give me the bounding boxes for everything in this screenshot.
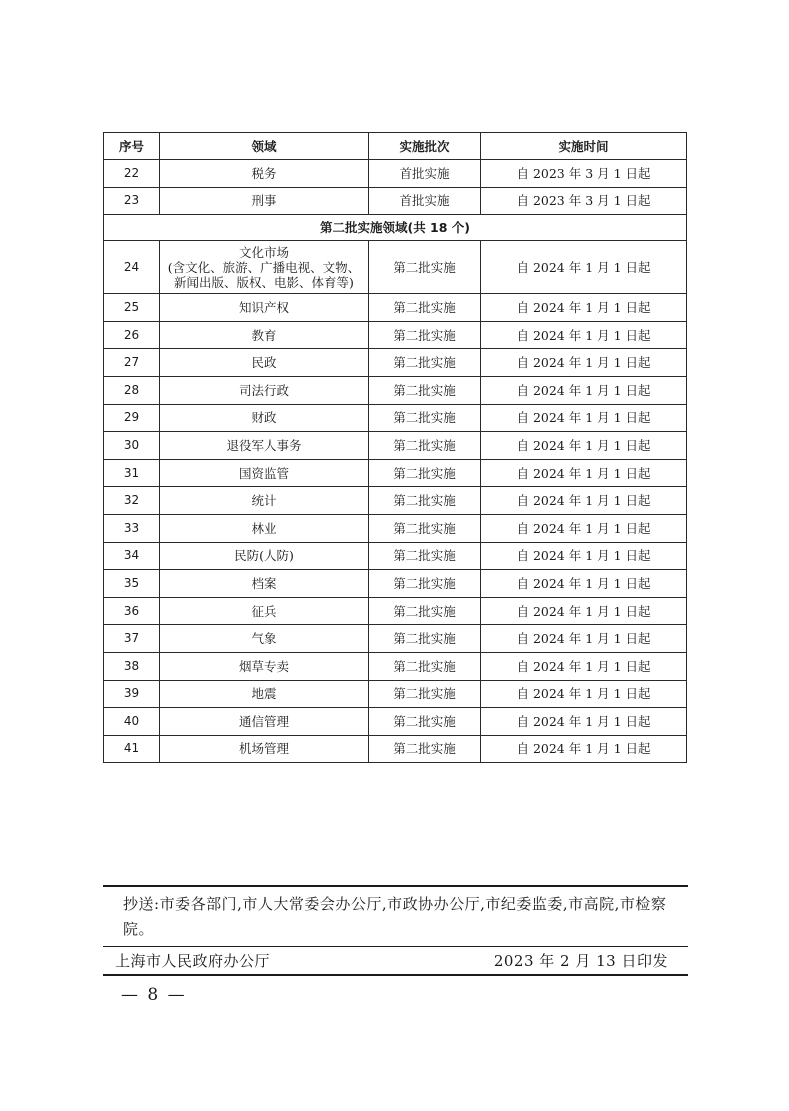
table-row [104,349,687,377]
distribution-block [103,885,688,976]
table-row [104,680,687,708]
cell-batch: 第二批实施 [369,294,481,322]
cell-batch: 第二批实施 [369,570,481,598]
cell-field: 征兵 [160,597,369,625]
cell-no: 36 [104,597,160,625]
cell-date: 自 2024 年 1 月 1 日起 [481,514,687,542]
cell-batch: 第二批实施 [369,652,481,680]
cell-field: 统计 [160,487,369,515]
section-title: 第二批实施领域(共 18 个) [104,215,687,241]
cell-date: 自 2024 年 1 月 1 日起 [481,680,687,708]
table-row [104,652,687,680]
cell-field: 档案 [160,570,369,598]
cell-batch: 第二批实施 [369,625,481,653]
table-row [104,735,687,763]
table-row [104,376,687,404]
table-row [104,160,687,188]
cell-no: 30 [104,432,160,460]
table-row [104,625,687,653]
cell-no: 37 [104,625,160,653]
header-field: 领域 [160,133,369,160]
cell-batch: 第二批实施 [369,735,481,763]
cell-field: 刑事 [160,187,369,215]
cell-no: 27 [104,349,160,377]
implementation-table [103,132,687,763]
cell-field: 财政 [160,404,369,432]
cell-field: 地震 [160,680,369,708]
cell-batch: 第二批实施 [369,597,481,625]
cell-field: 民防(人防) [160,542,369,570]
section-row [104,215,687,241]
cell-field: 机场管理 [160,735,369,763]
cell-field: 烟草专卖 [160,652,369,680]
cell-date: 自 2023 年 3 月 1 日起 [481,187,687,215]
table-header-row [104,133,687,160]
cell-field: 税务 [160,160,369,188]
cell-date: 自 2024 年 1 月 1 日起 [481,708,687,736]
table-row [104,432,687,460]
field-line: (含文化、旅游、广播电视、文物、 [167,259,361,275]
cell-no: 41 [104,735,160,763]
issue-line [103,946,688,976]
cell-field: 退役军人事务 [160,432,369,460]
cell-batch: 第二批实施 [369,459,481,487]
cell-date: 自 2024 年 1 月 1 日起 [481,294,687,322]
cell-date: 自 2024 年 1 月 1 日起 [481,570,687,598]
cell-date: 自 2024 年 1 月 1 日起 [481,321,687,349]
cell-no: 23 [104,187,160,215]
table-row [104,187,687,215]
table-container [103,132,686,763]
cell-batch: 第二批实施 [369,432,481,460]
cell-date: 自 2024 年 1 月 1 日起 [481,597,687,625]
table-row [104,708,687,736]
issuer: 上海市人民政府办公厅 [115,952,271,970]
cell-no: 38 [104,652,160,680]
table-row [104,404,687,432]
cell-batch: 第二批实施 [369,487,481,515]
cell-date: 自 2024 年 1 月 1 日起 [481,376,687,404]
cell-batch: 第二批实施 [369,404,481,432]
cell-no: 34 [104,542,160,570]
cell-no: 40 [104,708,160,736]
table-row [104,487,687,515]
cell-batch: 首批实施 [369,160,481,188]
header-date: 实施时间 [481,133,687,160]
cell-field: 教育 [160,321,369,349]
cell-date: 自 2024 年 1 月 1 日起 [481,459,687,487]
cell-no: 33 [104,514,160,542]
cell-date: 自 2023 年 3 月 1 日起 [481,160,687,188]
table-row [104,542,687,570]
cell-batch: 第二批实施 [369,349,481,377]
cell-batch: 第二批实施 [369,514,481,542]
table-body [104,160,687,763]
cell-no: 35 [104,570,160,598]
cell-no: 32 [104,487,160,515]
table-row [104,321,687,349]
cell-date: 自 2024 年 1 月 1 日起 [481,542,687,570]
cell-no: 24 [104,241,160,294]
table-row [104,294,687,322]
cell-date: 自 2024 年 1 月 1 日起 [481,241,687,294]
cell-batch: 第二批实施 [369,680,481,708]
cell-field: 民政 [160,349,369,377]
cell-batch: 第二批实施 [369,321,481,349]
cell-field [160,241,369,294]
cell-no: 26 [104,321,160,349]
cc-label: 抄送: [123,895,160,913]
cell-batch: 第二批实施 [369,542,481,570]
cell-date: 自 2024 年 1 月 1 日起 [481,349,687,377]
cell-no: 39 [104,680,160,708]
cell-no: 22 [104,160,160,188]
cell-batch: 首批实施 [369,187,481,215]
cell-date: 自 2024 年 1 月 1 日起 [481,652,687,680]
header-batch: 实施批次 [369,133,481,160]
header-no: 序号 [104,133,160,160]
cell-field: 国资监管 [160,459,369,487]
table-row [104,514,687,542]
cell-batch: 第二批实施 [369,241,481,294]
issue-date: 2023 年 2 月 13 日印发 [493,952,668,970]
cell-date: 自 2024 年 1 月 1 日起 [481,735,687,763]
table-row [104,570,687,598]
field-line: 新闻出版、版权、电影、体育等) [174,274,354,290]
cell-no: 25 [104,294,160,322]
cell-field: 通信管理 [160,708,369,736]
cell-field: 司法行政 [160,376,369,404]
cell-field: 气象 [160,625,369,653]
cell-date: 自 2024 年 1 月 1 日起 [481,487,687,515]
page-number: — 8 — [121,985,187,1005]
cc-paragraph [103,887,688,946]
cell-field: 知识产权 [160,294,369,322]
cell-batch: 第二批实施 [369,708,481,736]
table-row [104,241,687,294]
cell-no: 31 [104,459,160,487]
cell-no: 28 [104,376,160,404]
field-line: 文化市场 [238,244,289,260]
cell-field: 林业 [160,514,369,542]
cell-no: 29 [104,404,160,432]
table-row [104,459,687,487]
cell-date: 自 2024 年 1 月 1 日起 [481,625,687,653]
cell-batch: 第二批实施 [369,376,481,404]
cell-date: 自 2024 年 1 月 1 日起 [481,432,687,460]
table-row [104,597,687,625]
cc-recipients: 市委各部门,市人大常委会办公厅,市政协办公厅,市纪委监委,市高院,市检察院。 [123,895,667,938]
cell-date: 自 2024 年 1 月 1 日起 [481,404,687,432]
